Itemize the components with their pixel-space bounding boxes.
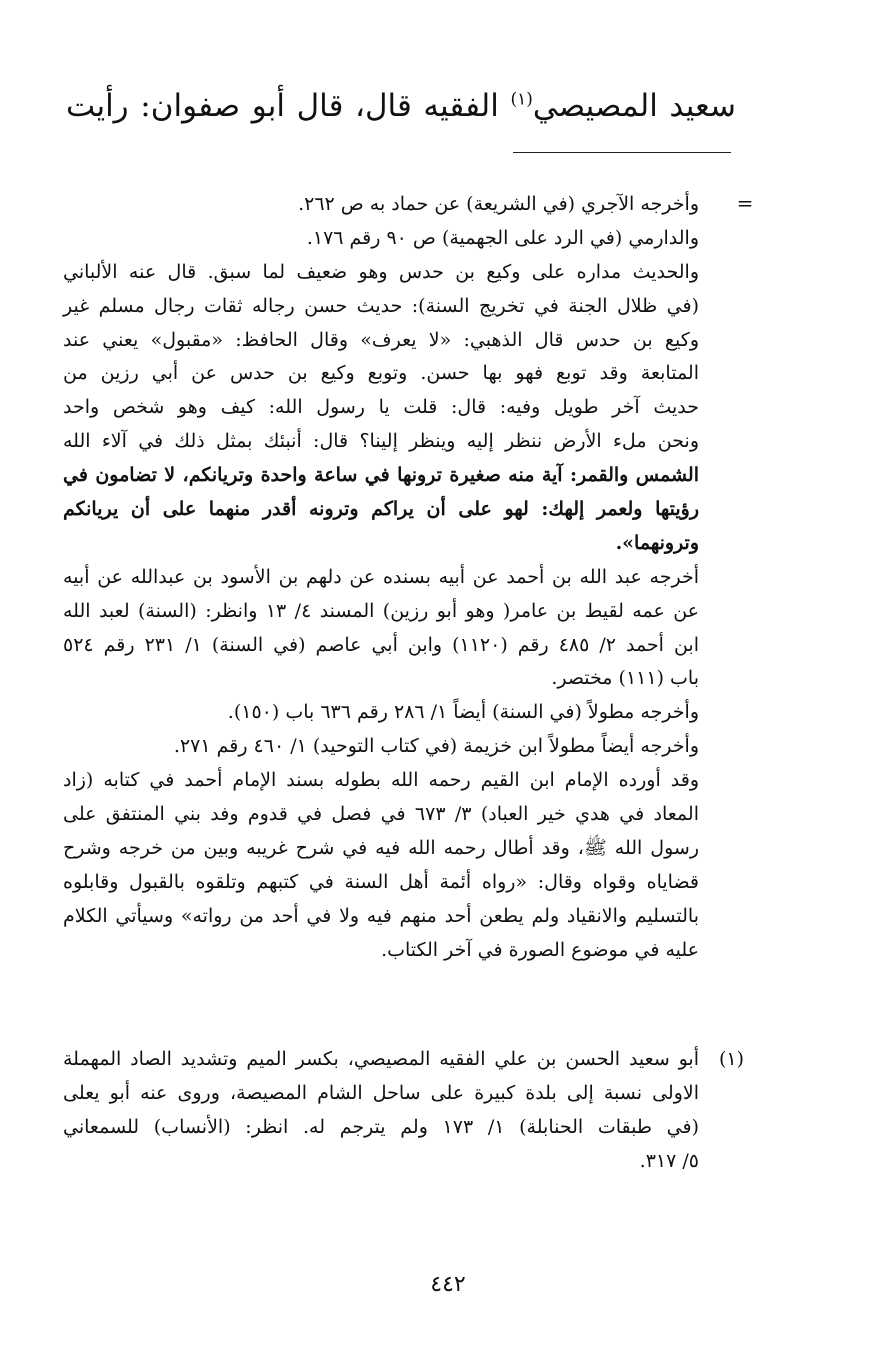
continuation-mark: =: [736, 191, 754, 215]
main-text-after-ref: الفقيه قال، قال أبو صفوان: رأيت: [66, 88, 511, 124]
footnote-number: (١): [718, 1048, 744, 1070]
footnote-line: وقد أورده الإمام ابن القيم رحمه الله بطوله بسند الإمام أحمد في كتابه (زاد: [63, 769, 699, 792]
footnote-line: وأخرجه مطولاً (في السنة) أيضاً ١/ ٢٨٦ رقم ٦٣٦ باب (١٥٠).: [227, 701, 699, 724]
footnote-line: وأخرجه الآجري (في الشريعة) عن حماد به ص ٢٦٢.: [298, 193, 699, 215]
footnote-line: الاولى نسبة إلى بلدة كبيرة على ساحل الشام المصيصة، وروى عنه أبو يعلى: [63, 1081, 699, 1104]
footnote-line: والحديث مداره على وكيع بن حدس وهو ضعيف لما سبق. قال عنه الألباني: [63, 260, 699, 283]
footnote-line: الشمس والقمر: آية منه صغيرة ترونها في ساعة واحدة وتريانكم، لا تضامون في: [63, 464, 699, 487]
page-number: ٤٤٢: [430, 1272, 466, 1297]
footnote-line: (في ظلال الجنة في تخريج السنة): حديث حسن رجاله ثقات رجال مسلم غير: [63, 294, 699, 317]
footnote-line: عن عمه لقيط بن عامر( وهو أبو رزين) المسند ٤/ ١٣ وانظر: (السنة) لعبد الله: [63, 599, 699, 622]
footnote-line: بالتسليم والانقياد ولم يطعن أحد منهم فيه ولا في أحد من رواته» وسيأتي الكلام: [63, 904, 699, 927]
footnote-line: المعاد في هدي خير العباد) ٣/ ٦٧٣ في فصل في قدوم وفد بني المنتفق على: [63, 803, 699, 826]
footnote-line: أخرجه عبد الله بن أحمد عن أبيه بسنده عن دلهم بن الأسود بن عبدالله عن أبيه: [63, 565, 699, 588]
main-text-line: [66, 82, 736, 130]
footnote-line: قضاياه وقواه وقال: «رواه أئمة أهل السنة في كتبهم وتلقوه بالقبول وقابلوه: [63, 870, 699, 893]
footnote-line: رؤيتها ولعمر إلهك: لهو على أن يراكم وترونه أقدر منهما على أن يريانكم: [63, 498, 699, 521]
footnote-line: رسول الله ﷺ، وقد أطال رحمه الله فيه في شرح غريبه وبين من خرجه وشرح: [63, 836, 699, 859]
continued-footnote: [63, 188, 699, 967]
footnote-line: وترونهما».: [615, 531, 699, 554]
footnote-line: أبو سعيد الحسن بن علي الفقيه المصيصي، بكسر الميم وتشديد الصاد المهملة: [63, 1048, 699, 1070]
footnote-line: باب (١١١) مختصر.: [551, 667, 699, 690]
footnote-line: ٥/ ٣١٧.: [639, 1149, 699, 1172]
footnote-line: وكيع بن حدس قال الذهبي: «لا يعرف» وقال الحافظ: «مقبول» يعني عند: [63, 328, 699, 351]
footnote-line: المتابعة وقد توبع فهو بها حسن. وتوبع وكيع بن حدس عن أبي رزين من: [63, 362, 699, 385]
footnote-reference: (١): [510, 89, 533, 110]
footnote-1: [63, 1043, 699, 1179]
footnote-line: ونحن ملء الأرض ننظر إليه وينظر إلينا؟ قال: أنبئك بمثل ذلك في آلاء الله: [63, 430, 699, 453]
footnote-line: (في طبقات الحنابلة) ١/ ١٧٣ ولم يترجم له. انظر: (الأنساب) للسمعاني: [63, 1115, 699, 1138]
main-text-before-ref: سعيد المصيصي: [532, 88, 736, 124]
footnote-line: ابن أحمد ٢/ ٤٨٥ رقم (١١٢٠) وابن أبي عاصم (في السنة) ١/ ٢٣١ رقم ٥٢٤: [63, 633, 699, 656]
footnote-separator: [513, 152, 731, 153]
footnote-line: عليه في موضوع الصورة في آخر الكتاب.: [381, 938, 699, 961]
footnote-line: والدارمي (في الرد على الجهمية) ص ٩٠ رقم ١٧٦.: [306, 226, 699, 249]
footnote-line: وأخرجه أيضاً مطولاً ابن خزيمة (في كتاب التوحيد) ١/ ٤٦٠ رقم ٢٧١.: [173, 735, 699, 758]
footnote-line: حديث آخر طويل وفيه: قال: قلت يا رسول الله: كيف وهو شخص واحد: [63, 396, 699, 419]
